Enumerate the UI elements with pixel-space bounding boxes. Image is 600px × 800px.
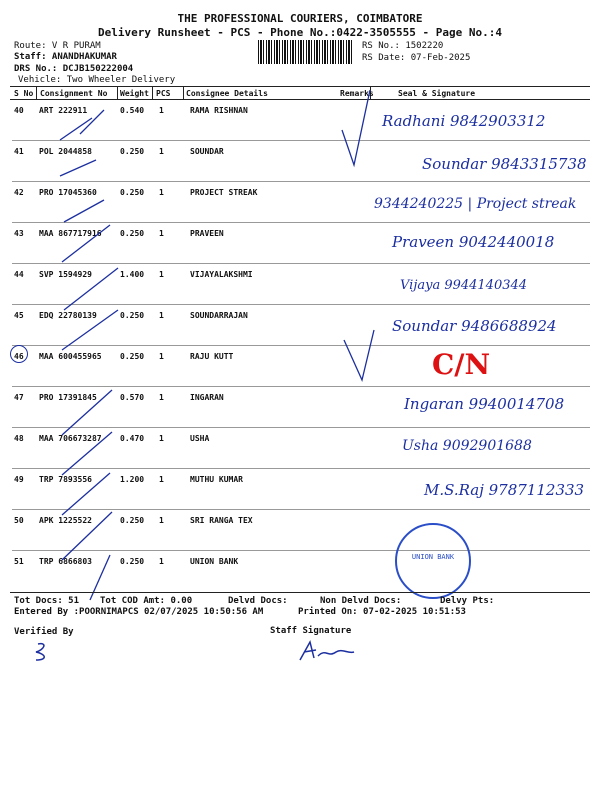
signature: 9344240225 | Project streak (374, 196, 577, 212)
signature: Radhani 9842903312 (382, 112, 546, 130)
col-pcs: PCS (156, 89, 171, 98)
rs-no: RS No.: 1502220 (362, 41, 444, 51)
sno: 50 (14, 516, 24, 525)
weight: 0.570 (120, 393, 145, 402)
consignee: MUTHU KUMAR (190, 475, 243, 484)
pcs: 1 (159, 311, 164, 320)
pcs: 1 (159, 393, 164, 402)
verified-signature-scribble (30, 640, 60, 664)
sno: 49 (14, 475, 24, 484)
col-consignment: Consignment No (40, 89, 108, 98)
consignment-no: SVP 1594929 (39, 270, 92, 279)
consignee: PROJECT STREAK (190, 188, 258, 197)
sno: 48 (14, 434, 24, 443)
consignee: INGARAN (190, 393, 224, 402)
weight: 0.250 (120, 516, 145, 525)
consignment-no: MAA 706673287 (39, 434, 102, 443)
check-mark (64, 200, 104, 222)
sno: 47 (14, 393, 24, 402)
consignment-no: PRO 17045360 (39, 188, 97, 197)
signature: Ingaran 9940014708 (404, 395, 565, 413)
consignment-no: TRP 7893556 (39, 475, 92, 484)
consignee: SRI RANGA TEX (190, 516, 253, 525)
check-mark (62, 225, 110, 262)
consignment-no: TRP 6866803 (39, 557, 92, 566)
consignment-no: ART 222911 (39, 106, 88, 115)
remark-tick (342, 90, 370, 165)
weight: 0.250 (120, 311, 145, 320)
check-mark (60, 110, 104, 140)
tot-cod-amt: Tot COD Amt: 0.00 (100, 596, 193, 606)
consignee: UNION BANK (190, 557, 239, 566)
signature: Vijaya 9944140344 (400, 278, 528, 293)
weight: 0.250 (120, 188, 145, 197)
col-weight: Weight (120, 89, 149, 98)
col-sno: S No (14, 89, 34, 98)
verified-by-label: Verified By (14, 627, 74, 637)
pcs: 1 (159, 475, 164, 484)
check-mark (62, 473, 110, 515)
printed-on: Printed On: 07-02-2025 10:51:53 (298, 607, 466, 617)
sno: 40 (14, 106, 24, 115)
consignee: SOUNDAR (190, 147, 224, 156)
non-delvd-docs: Non Delvd Docs: (320, 596, 402, 606)
signature: Praveen 9042440018 (392, 233, 555, 251)
remark-tick (344, 330, 374, 380)
consignee: VIJAYALAKSHMI (190, 270, 253, 279)
check-mark (60, 160, 96, 176)
sno: 46 (14, 352, 24, 361)
rs-date: RS Date: 07-Feb-2025 (362, 53, 471, 63)
weight: 0.250 (120, 557, 145, 566)
drs-no: DRS No.: DCJB150222004 (14, 64, 134, 74)
weight: 1.200 (120, 475, 145, 484)
col-consignee: Consignee Details (186, 89, 268, 98)
route: Route: V R PURAM (14, 41, 101, 51)
consignment-no: MAA 600455965 (39, 352, 102, 361)
check-mark (90, 555, 110, 600)
runsheet-title: Delivery Runsheet - PCS - Phone No.:0422-3505555 - Page No.:4 (98, 26, 502, 39)
consignee: USHA (190, 434, 210, 443)
check-mark (62, 432, 112, 475)
weight: 0.250 (120, 229, 145, 238)
check-mark (62, 390, 112, 435)
company-title: THE PROFESSIONAL COURIERS, COIMBATORE (177, 12, 423, 25)
pcs: 1 (159, 106, 164, 115)
delvd-docs: Delvd Docs: (228, 596, 288, 606)
staff-signature-label: Staff Signature (270, 626, 352, 636)
consignee: RAMA RISHNAN (190, 106, 248, 115)
bank-stamp: UNION BANK (395, 523, 471, 599)
check-mark (62, 512, 112, 560)
col-seal-signature: Seal & Signature (398, 89, 476, 98)
consignment-no: MAA 867717916 (39, 229, 102, 238)
weight: 1.400 (120, 270, 145, 279)
weight: 0.470 (120, 434, 145, 443)
consignee: RAJU KUTT (190, 352, 234, 361)
signature: Soundar 9486688924 (392, 317, 557, 335)
signature: Soundar 9843315738 (422, 155, 587, 173)
pcs: 1 (159, 516, 164, 525)
pcs: 1 (159, 229, 164, 238)
pcs: 1 (159, 434, 164, 443)
weight: 0.250 (120, 352, 145, 361)
consignment-no: PRO 17391845 (39, 393, 97, 402)
sno: 44 (14, 270, 24, 279)
staff: Staff: ANANDHAKUMAR (14, 52, 117, 62)
weight: 0.540 (120, 106, 145, 115)
sno: 43 (14, 229, 24, 238)
pcs: 1 (159, 188, 164, 197)
consignment-no: POL 2044858 (39, 147, 92, 156)
sno: 41 (14, 147, 24, 156)
consignee: PRAVEEN (190, 229, 224, 238)
signature: C/N (432, 348, 491, 381)
sno: 51 (14, 557, 24, 566)
signature: Usha 9092901688 (402, 438, 532, 454)
delvy-pts: Delvy Pts: (440, 596, 495, 606)
check-mark (64, 268, 118, 310)
consignment-no: EDQ 22780139 (39, 311, 97, 320)
sno: 45 (14, 311, 24, 320)
weight: 0.250 (120, 147, 145, 156)
vehicle: Vehicle: Two Wheeler Delivery (18, 75, 176, 85)
sno: 42 (14, 188, 24, 197)
entered-by: Entered By :POORNIMAPCS 02/07/2025 10:50:56 AM (14, 607, 264, 617)
check-mark (62, 310, 118, 350)
pcs: 1 (159, 270, 164, 279)
pcs: 1 (159, 557, 164, 566)
signature: M.S.Raj 9787112333 (424, 481, 585, 499)
consignment-no: APK 1225522 (39, 516, 92, 525)
staff-signature-scribble (296, 638, 356, 664)
pcs: 1 (159, 147, 164, 156)
pcs: 1 (159, 352, 164, 361)
tot-docs: Tot Docs: 51 (14, 596, 80, 606)
col-remarks: Remarks (340, 89, 374, 98)
consignee: SOUNDARRAJAN (190, 311, 248, 320)
